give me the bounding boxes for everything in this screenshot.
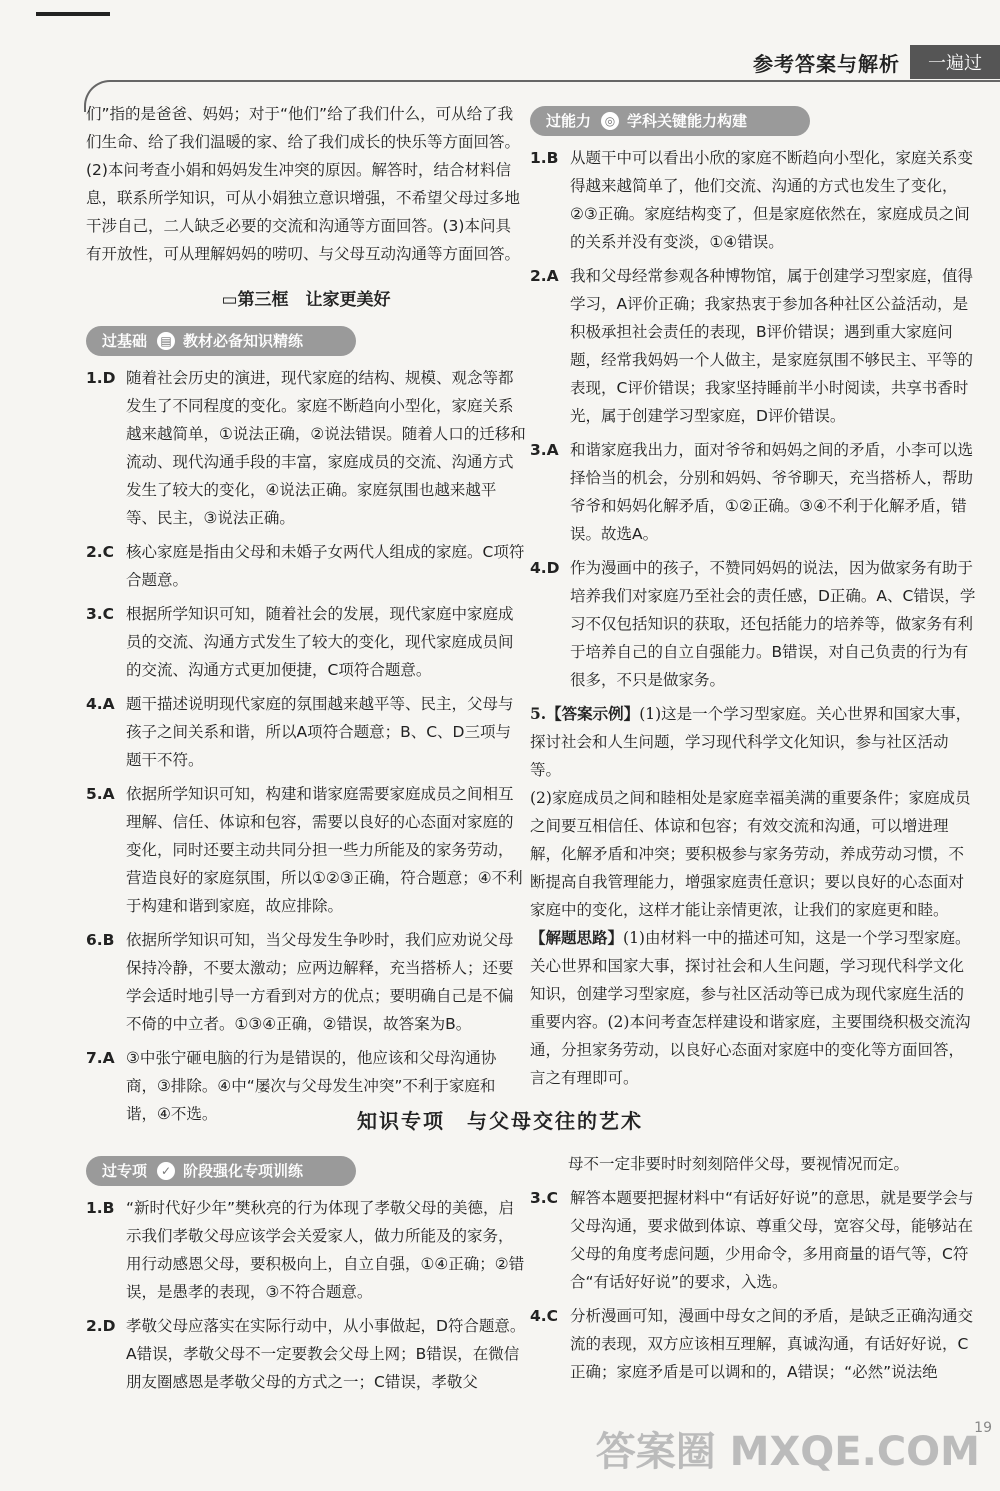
answer-item-5	[530, 700, 978, 1092]
ability-banner	[530, 106, 810, 136]
answer-item	[530, 262, 978, 430]
header-title: 参考答案与解析	[753, 51, 900, 76]
answer-number: 2.A	[530, 267, 559, 285]
answer-list	[530, 144, 978, 694]
answer-item	[86, 690, 526, 774]
q5-heading: 5.【答案示例】	[530, 704, 640, 723]
answer-item	[86, 1194, 526, 1306]
q5-answer-1: (1)这是一个学习型家庭。关心世界和国家大事，探讨社会和人生问题，学习现代科学文化知识，参与社区活动等。	[530, 705, 972, 779]
answer-item	[86, 538, 526, 594]
page-number: 19	[974, 1420, 992, 1436]
medal-icon: ◎	[601, 112, 619, 130]
answer-text: 依据所学知识可知，构建和谐家庭需要家庭成员之间相互理解、信任、体谅和包容，需要以良好的心态面对家庭的变化，同时还要主动共同分担一些力所能及的家务劳动，营造良好的家庭氛围，所以①②③正确，符合题意；④不利于构建和谐到家庭，故应排除。	[126, 785, 523, 915]
bottom-right-column	[530, 1150, 978, 1386]
watermark: 答案圈 MXQE.COM	[595, 1429, 980, 1475]
answer-text: 题干描述说明现代家庭的氛围越来越平等、民主，父母与孩子之间关系和谐，所以A项符合题意；B、C、D三项与题干不符。	[126, 695, 514, 769]
answer-list	[86, 1194, 526, 1396]
answer-text: 随着社会历史的演进，现代家庭的结构、规模、观念等都发生了不同程度的变化。家庭不断趋向小型化，家庭关系越来越简单，①说法正确，②说法错误。随着人口的迁移和流动、现代沟通手段的丰富，家庭成员的交流、沟通方式发生了较大的变化，④说法正确。家庭氛围也越来越平等、民主，③说法正确。	[126, 369, 526, 527]
continued-text: 们”指的是爸爸、妈妈；对于“他们”给了我们什么，可从给了我们生命、给了我们温暖的家、给了我们成长的快乐等方面回答。(2)本问考查小娟和妈妈发生冲突的原因。解答时，结合材料信息，联系所学知识，可从小娟独立意识增强，不希望父母过多地干涉自己，二人缺乏必要的交流和沟通等方面回答。(3)本问具有开放性，可从理解妈妈的唠叨、与父母互动沟通等方面回答。	[86, 105, 521, 263]
banner-subtitle: 教材必备知识精练	[183, 332, 304, 350]
basic-banner	[86, 326, 356, 356]
right-column	[530, 100, 978, 1092]
answer-number: 2.D	[86, 1317, 116, 1335]
tips-heading: 【解题思路】	[530, 928, 624, 947]
answer-number: 2.C	[86, 543, 115, 561]
answer-text: 依据所学知识可知，当父母发生争吵时，我们应劝说父母保持冷静，不要太激动；应两边解释，充当搭桥人；还要学会适时地引导一方看到对方的优点；要明确自己是不偏不倚的中立者。①③④正确，②错误，故答案为B。	[126, 931, 514, 1033]
answer-number: 3.C	[86, 605, 115, 623]
q5-answer-2: (2)家庭成员之间和睦相处是家庭幸福美满的重要条件；家庭成员之间要互相信任、体谅和包容；有效交流和沟通，可以增进理解，化解矛盾和冲突；要积极参与家务劳动，养成劳动习惯，不断提高自我管理能力，增强家庭责任意识；要以良好的心态面对家庭中的变化，这样才能让亲情更浓，让我们的家庭更和睦。	[530, 789, 971, 919]
continued-text: 母不一定非要时时刻刻陪伴父母，要视情况而定。	[568, 1155, 910, 1173]
answer-item	[86, 600, 526, 684]
answer-number: 1.B	[530, 149, 559, 167]
answer-text: 分析漫画可知，漫画中母女之间的矛盾，是缺乏正确沟通交流的表现，双方应该相互理解，真诚沟通，有话好好说，C正确；家庭矛盾是可以调和的，A错误；“必然”说法绝	[570, 1307, 974, 1381]
answer-number: 7.A	[86, 1049, 115, 1067]
answer-text: 根据所学知识可知，随着社会的发展，现代家庭中家庭成员的交流、沟通方式发生了较大的变化，现代家庭成员间的交流、沟通方式更加便捷，C项符合题意。	[126, 605, 514, 679]
banner-subtitle: 阶段强化专项训练	[183, 1162, 304, 1180]
answer-number: 4.A	[86, 695, 115, 713]
banner-label: 过专项	[102, 1162, 148, 1180]
answer-text: 和谐家庭我出力，面对爷爷和妈妈之间的矛盾，小李可以选择恰当的机会，分别和妈妈、爷爷聊天，充当搭桥人，帮助爷爷和妈妈化解矛盾，①②正确。③④不利于化解矛盾，错误。故选A。	[570, 441, 974, 543]
answer-text: 从题干中可以看出小欣的家庭不断趋向小型化，家庭关系变得越来越简单了，他们交流、沟通的方式也发生了变化，②③正确。家庭结构变了，但是家庭依然在，家庭成员之间的关系并没有变淡，①④错误。	[570, 149, 974, 251]
answer-item	[530, 1184, 978, 1296]
answer-item	[86, 926, 526, 1038]
banner-label: 过能力	[546, 112, 592, 130]
answer-text: 解答本题要把握材料中“有话好好说”的意思，就是要学会与父母沟通，要求做到体谅、尊重父母，宽容父母，能够站在父母的角度考虑问题，少用命令，多用商量的语气等，C符合“有话好好说”的要求，入选。	[570, 1189, 974, 1291]
answer-item	[530, 144, 978, 256]
answer-item	[86, 364, 526, 532]
page-header	[743, 44, 1000, 80]
bottom-left-column	[86, 1150, 526, 1396]
book-icon: ▤	[157, 332, 175, 350]
answer-item	[530, 554, 978, 694]
check-icon: ✓	[157, 1162, 175, 1180]
answer-item	[86, 1312, 526, 1396]
tips-text: (1)由材料一中的描述可知，这是一个学习型家庭。关心世界和国家大事，探讨社会和人生问题，学习现代科学文化知识，创建学习型家庭，参与社区活动等已成为现代家庭生活的重要内容。(2)本问考查怎样建设和谐家庭，主要围绕积极交流沟通，分担家务劳动，以良好心态面对家庭中的变化等方面回答，言之有理即可。	[530, 929, 971, 1087]
answer-number: 5.A	[86, 785, 115, 803]
banner-label: 过基础	[102, 332, 148, 350]
answer-number: 1.B	[86, 1199, 115, 1217]
answer-text: “新时代好少年”樊秋亮的行为体现了孝敬父母的美德，启示我们孝敬父母应该学会关爱家人，做力所能及的家务，用行动感恩父母，要积极向上，自立自强，①④正确；②错误，是愚孝的表现，③不符合题意。	[126, 1199, 525, 1301]
answer-text: 作为漫画中的孩子，不赞同妈妈的说法，因为做家务有助于培养我们对家庭乃至社会的责任感，D正确。A、C错误，学习不仅包括知识的获取，还包括能力的培养等，做家务有利于培养自己的自立自强能力。B错误，对自己负责的行为有很多，不只是做家务。	[570, 559, 976, 689]
header-tag: 一遍过	[910, 45, 1000, 79]
answer-list	[530, 1184, 978, 1386]
answer-text: 我和父母经常参观各种博物馆，属于创建学习型家庭，值得学习，A评价正确；我家热衷于参加各种社区公益活动，是积极承担社会责任的表现，B评价错误；遇到重大家庭问题，经常我妈妈一个人做主，是家庭氛围不够民主、平等的表现，C评价错误；我家坚持睡前半小时阅读，共享书香时光，属于创建学习型家庭，D评价错误。	[570, 267, 974, 425]
answer-text: 孝敬父母应落实在实际行动中，从小事做起，D符合题意。A错误，孝敬父母不一定要教会父母上网；B错误，在微信朋友圈感恩是孝敬父母的方式之一；C错误，孝敬父	[126, 1317, 526, 1391]
special-banner	[86, 1156, 356, 1186]
answer-item	[530, 436, 978, 548]
section-title: ▭第三框 让家更美好	[221, 290, 391, 310]
answer-number: 3.C	[530, 1189, 559, 1207]
answer-text: ③中张宁砸电脑的行为是错误的，他应该和父母沟通协商，③排除。④中“屡次与父母发生冲突”不利于家庭和谐，④不选。	[126, 1049, 497, 1123]
answer-number: 6.B	[86, 931, 115, 949]
answer-item	[530, 1302, 978, 1386]
answer-list	[86, 364, 526, 1128]
banner-subtitle: 学科关键能力构建	[627, 112, 748, 130]
answer-number: 4.D	[530, 559, 560, 577]
answer-number: 3.A	[530, 441, 559, 459]
answer-number: 1.D	[86, 369, 116, 387]
left-column	[86, 100, 526, 1128]
answer-number: 4.C	[530, 1307, 559, 1325]
top-rule	[36, 12, 110, 16]
answer-item	[86, 780, 526, 920]
answer-text: 核心家庭是指由父母和未婚子女两代人组成的家庭。C项符合题意。	[126, 543, 525, 589]
special-title: 知识专项 与父母交往的艺术	[357, 1109, 643, 1133]
